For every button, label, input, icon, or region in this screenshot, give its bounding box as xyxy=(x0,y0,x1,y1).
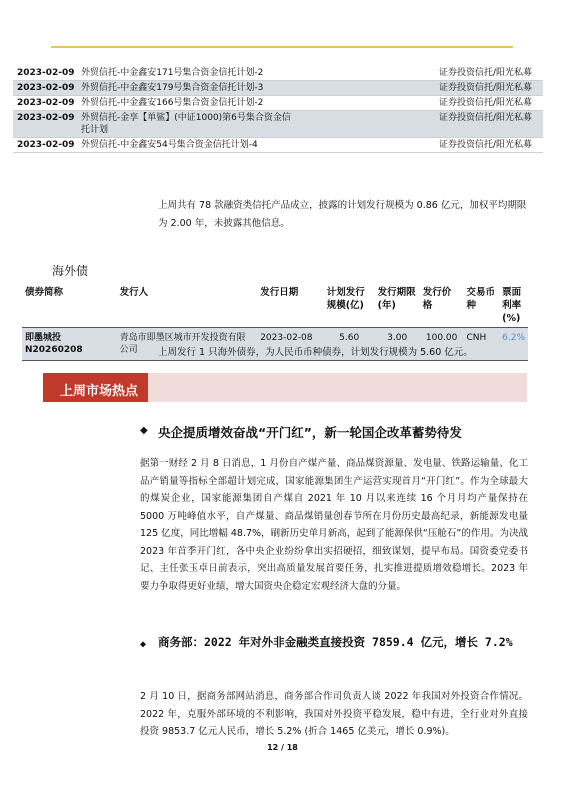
col-header: 发行日期 xyxy=(257,284,324,328)
news-headline xyxy=(140,423,520,441)
overseas-bond-heading: 海外债 xyxy=(52,264,89,278)
bond-issuer: 青岛市即墨区城市开发投资有限公司 xyxy=(117,328,258,361)
bond-summary: 上周发行 1 只海外债券，为人民币币种债券，计划发行规模为 5.60 亿元。 xyxy=(158,347,473,358)
row-product: 外贸信托-中金鑫安166号集合资金信托计划-2 xyxy=(78,96,299,111)
row-product: 外贸信托-中金鑫安54号集合资金信托计划-4 xyxy=(78,138,299,153)
row-date: 2023-02-09 xyxy=(13,81,78,96)
row-type: 证券投资信托/阳光私募 xyxy=(299,81,543,96)
col-header: 交易币种 xyxy=(463,284,499,328)
row-type: 证券投资信托/阳光私募 xyxy=(299,66,543,81)
table-row xyxy=(13,96,543,111)
table-row xyxy=(13,138,543,153)
diamond-bullet-icon: ◆ xyxy=(140,639,147,650)
row-date: 2023-02-09 xyxy=(13,96,78,111)
table-row xyxy=(13,66,543,81)
row-type: 证券投资信托/阳光私募 xyxy=(299,138,543,153)
row-date: 2023-02-09 xyxy=(13,111,78,138)
row-type: 证券投资信托/阳光私募 xyxy=(299,96,543,111)
col-header: 票面利率(%) xyxy=(499,284,528,328)
bond-currency: CNH xyxy=(463,328,499,361)
col-header: 发行人 xyxy=(117,284,258,328)
row-date: 2023-02-09 xyxy=(13,66,78,81)
row-product: 外贸信托-中金鑫安179号集合资金信托计划-3 xyxy=(78,81,299,96)
col-header: 发行期限(年) xyxy=(375,284,420,328)
row-product: 外贸信托-金享【单鲨】(中证1000)第6号集合资金信托计划 xyxy=(78,111,299,138)
news-headline xyxy=(140,631,520,654)
bond-short-name: 即墨城投 N20260208 xyxy=(22,328,117,361)
section-title: 上周市场热点 xyxy=(60,384,139,399)
bond-rate: 6.2% xyxy=(499,328,528,361)
bond-size: 5.60 xyxy=(324,328,375,361)
bond-date: 2023-02-08 xyxy=(257,328,324,361)
bond-price: 100.00 xyxy=(420,328,464,361)
col-header: 发行价格 xyxy=(420,284,464,328)
diamond-bullet-icon: ◆ xyxy=(140,425,148,436)
page-number: 12 / 18 xyxy=(267,743,298,752)
col-header: 计划发行规模(亿) xyxy=(324,284,375,328)
news-body: 据第一财经 2 月 8 日消息，1 月份自产煤产量、商品煤资源量、发电量、铁路运输量、化工品产销量等指标全部超计划完成，国家能源集团生产运营实现首月“开门红”。作为全球最大的煤炭企业，国家能源集团自产煤自 2021 年 10 月以来连续 16 个月月均产量保持在 5000 万吨峰值水平，自产煤量、商品煤销量创春节所在月份历史最高纪录，新能源发电量 125 亿度，同比增幅 48.7%，刷新历史单月新高，起到了能源保供“压舱石”的作用。为决战 2023 年首季开门红，各中央企业纷纷拿出实招硬招，细致谋划，提早布局。国资委党委书记、主任张玉卓日前表示，突出高质量发展首要任务，扎实推进提质增效稳增长。2023 年要力争取得更好业绩，增大国资央企稳定宏观经济大盘的分量。 xyxy=(140,458,528,592)
header-rule xyxy=(51,46,513,48)
bond-term: 3.00 xyxy=(375,328,420,361)
table-header-row xyxy=(22,284,528,328)
row-date: 2023-02-09 xyxy=(13,138,78,153)
news-headline-text: 商务部：2022 年对外非金融类直接投资 7859.4 亿元，增长 7.2% xyxy=(158,635,513,649)
row-product: 外贸信托-中金鑫安171号集合资金信托计划-2 xyxy=(78,66,299,81)
col-header: 债券简称 xyxy=(22,284,117,328)
trust-table xyxy=(13,66,543,153)
table-row xyxy=(13,81,543,96)
row-type: 证券投资信托/阳光私募 xyxy=(299,111,543,138)
trust-summary: 上周共有 78 款融资类信托产品成立，披露的计划发行规模为 0.86 亿元，加权平均期限为 2.00 年，未披露其他信息。 xyxy=(158,200,527,229)
news-body: 2 月 10 日，据商务部网站消息，商务部合作司负责人谈 2022 年我国对外投资合作情况。2022 年，克服外部环境的不利影响，我国对外投资平稳发展，稳中有进，全行业对外直接投资 9853.7 亿元人民币，增长 5.2% (折合 1465 亿美元，增长 0.9%)。 xyxy=(140,691,528,737)
table-row xyxy=(13,111,543,138)
news-headline-text: 央企提质增效奋战“开门红”，新一轮国企改革蓄势待发 xyxy=(158,425,462,440)
